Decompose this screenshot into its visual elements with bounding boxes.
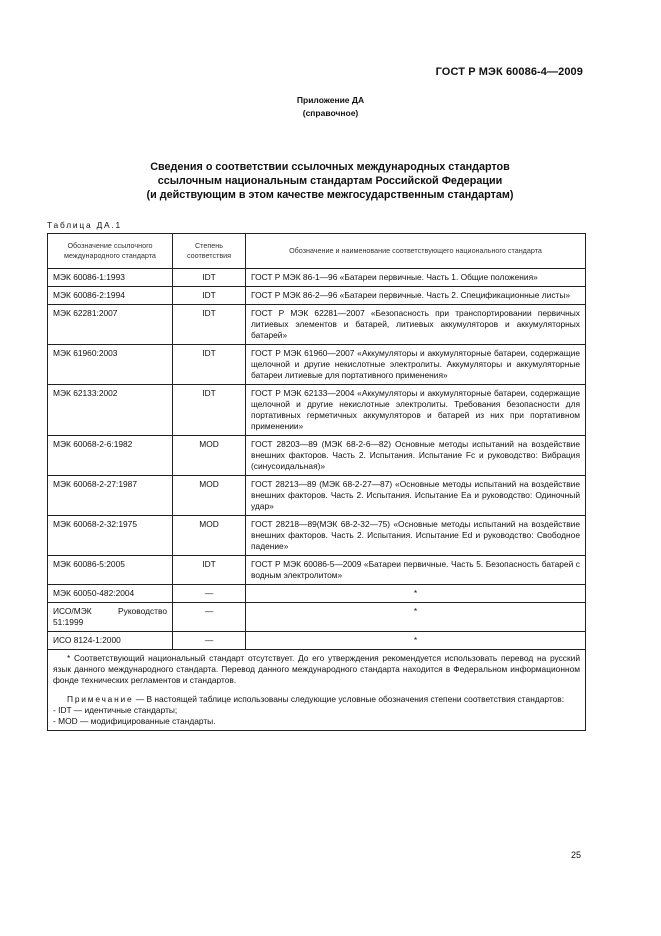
international-standard-cell: МЭК 60086-1:1993 <box>48 269 173 287</box>
table-row <box>48 585 586 603</box>
document-title-line: (и действующим в этом качестве межгосударственным стандартам) <box>146 189 514 201</box>
table-row <box>48 436 586 476</box>
degree-cell: — <box>173 585 246 603</box>
national-standard-cell: ГОСТ Р МЭК 86-2—96 «Батареи первичные. Часть 2. Спецификационные листы» <box>246 287 586 305</box>
degree-cell: — <box>173 632 246 650</box>
standard-designation: ГОСТ Р МЭК 60086-4—2009 <box>435 66 583 78</box>
appendix-title: Приложение ДА <box>296 95 365 105</box>
table-row <box>48 345 586 385</box>
international-standard-cell: МЭК 60068-2-32:1975 <box>48 516 173 556</box>
column-header-degree: Степень соответствия <box>173 234 246 269</box>
international-standard-cell: ИСО/МЭК Руководство 51:1999 <box>48 603 173 632</box>
table-header-row <box>48 234 586 269</box>
degree-cell: MOD <box>173 516 246 556</box>
note-paragraph <box>53 694 580 705</box>
table-row <box>48 287 586 305</box>
degree-cell: IDT <box>173 385 246 436</box>
international-standard-cell: МЭК 60068-2-27:1987 <box>48 476 173 516</box>
table-row <box>48 556 586 585</box>
document-title-line: Сведения о соответствии ссылочных международных стандартов <box>150 161 510 173</box>
table-row <box>48 603 586 632</box>
notes-row <box>48 650 586 731</box>
national-standard-cell: ГОСТ Р МЭК 60086-5—2009 «Батареи первичные. Часть 5. Безопасность батарей с водным электролитом» <box>246 556 586 585</box>
national-standard-cell: ГОСТ 28218—89(МЭК 68-2-32—75) «Основные методы испытаний на воздействие внешних факторов. Часть 2. Испытания. Испытание Ed и руководство: Свободное падение» <box>246 516 586 556</box>
table-notes <box>48 650 586 731</box>
degree-cell: IDT <box>173 287 246 305</box>
appendix-heading <box>0 94 661 120</box>
degree-cell: IDT <box>173 269 246 287</box>
table-label: Таблица ДА.1 <box>47 220 123 230</box>
national-standard-cell: ГОСТ Р МЭК 86-1—96 «Батареи первичные. Часть 1. Общие положения» <box>246 269 586 287</box>
note-list-item: - IDT — идентичные стандарты; <box>53 705 178 715</box>
international-standard-cell: МЭК 61960:2003 <box>48 345 173 385</box>
column-header-national-standard: Обозначение и наименование соответствующего национального стандарта <box>246 234 586 269</box>
appendix-subtitle: (справочное) <box>302 108 359 118</box>
note-text: — В настоящей таблице использованы следующие условные обозначения степени соответствия стандартов: <box>133 694 565 704</box>
table-row <box>48 269 586 287</box>
correspondence-table <box>47 233 586 731</box>
national-standard-cell: ГОСТ Р МЭК 62133—2004 «Аккумуляторы и аккумуляторные батареи, содержащие щелочной и другие некислотные электролиты. Требования безопасности для портативных герметичных аккумуляторов и батарей из них при портативном применении» <box>246 385 586 436</box>
document-title <box>80 160 580 202</box>
national-standard-cell: ГОСТ Р МЭК 61960—2007 «Аккумуляторы и аккумуляторные батареи, содержащие щелочной и другие некислотные электролиты. Аккумуляторы и аккумуляторные батареи литиевые для портативного применения» <box>246 345 586 385</box>
international-standard-cell: МЭК 60086-5:2005 <box>48 556 173 585</box>
table-row <box>48 632 586 650</box>
national-standard-cell: ГОСТ 28213—89 (МЭК 68-2-27—87) «Основные методы испытаний на воздействие внешних факторов. Часть 2. Испытания. Испытание Ea и руководство: Одиночный удар» <box>246 476 586 516</box>
page-number: 25 <box>570 850 581 860</box>
degree-cell: MOD <box>173 436 246 476</box>
international-standard-cell: МЭК 60086-2:1994 <box>48 287 173 305</box>
note-word: Примечание <box>67 694 134 704</box>
national-standard-cell: ГОСТ Р МЭК 62281—2007 «Безопасность при транспортировании первичных литиевых элементов и батарей, литиевых аккумуляторов и аккумуляторных батарей» <box>246 305 586 345</box>
column-header-international-standard: Обозначение ссылочного международного стандарта <box>48 234 173 269</box>
degree-cell: IDT <box>173 305 246 345</box>
national-standard-cell: * <box>246 603 586 632</box>
international-standard-cell: МЭК 62133:2002 <box>48 385 173 436</box>
international-standard-cell: МЭК 60050-482:2004 <box>48 585 173 603</box>
national-standard-cell: * <box>246 585 586 603</box>
national-standard-cell: * <box>246 632 586 650</box>
document-title-line: ссылочным национальным стандартам Российской Федерации <box>157 175 503 187</box>
table-row <box>48 385 586 436</box>
international-standard-cell: МЭК 62281:2007 <box>48 305 173 345</box>
degree-cell: — <box>173 603 246 632</box>
degree-cell: IDT <box>173 345 246 385</box>
international-standard-cell: ИСО 8124-1:2000 <box>48 632 173 650</box>
degree-cell: MOD <box>173 476 246 516</box>
international-standard-cell: МЭК 60068-2-6:1982 <box>48 436 173 476</box>
table-row <box>48 305 586 345</box>
footnote: * Соответствующий национальный стандарт отсутствует. До его утверждения рекомендуется использовать перевод на русский язык данного международного стандарта. Перевод данного международного стандарта находится в Федеральном информационном фонде технических регламентов и стандартов. <box>53 653 580 685</box>
degree-cell: IDT <box>173 556 246 585</box>
note-list-item: - MOD — модифицированные стандарты. <box>53 716 216 726</box>
table-row <box>48 516 586 556</box>
national-standard-cell: ГОСТ 28203—89 (МЭК 68-2-6—82) Основные методы испытаний на воздействие внешних факторов. Часть 2. Испытания. Испытание Fc и руководство: Вибрация (синусоидальная)» <box>246 436 586 476</box>
table-row <box>48 476 586 516</box>
